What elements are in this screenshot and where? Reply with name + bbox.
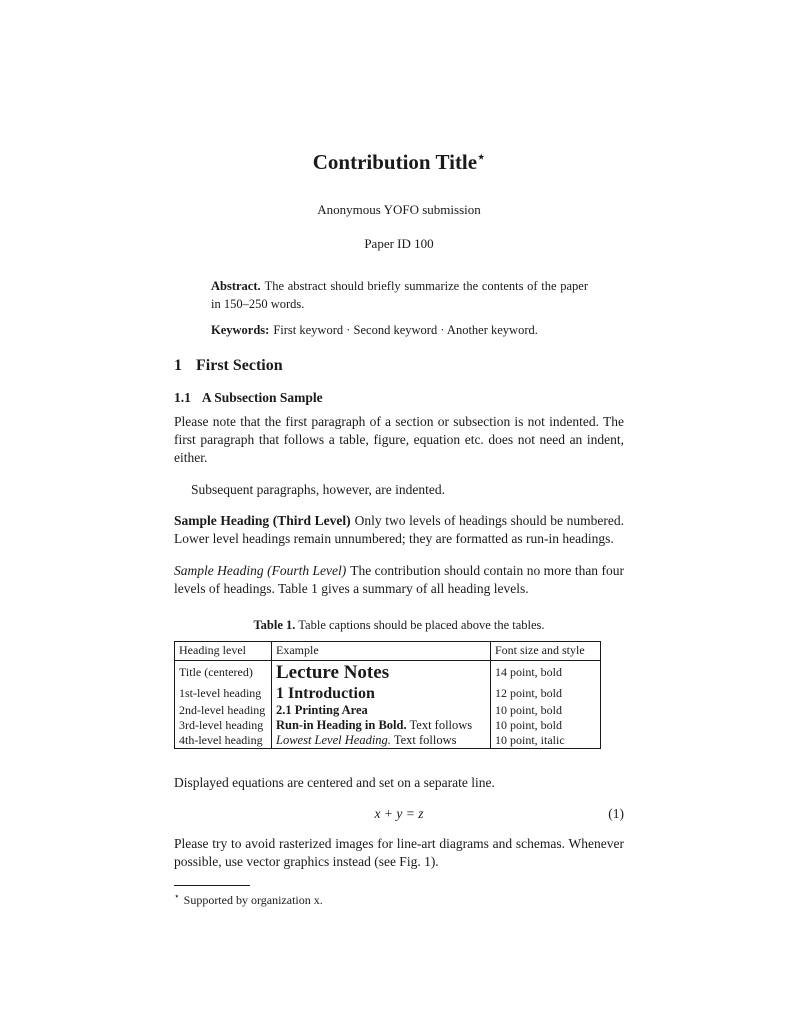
paragraph-indented: Subsequent paragraphs, however, are indented. — [191, 481, 445, 497]
cell-example — [272, 733, 491, 749]
table-caption-label: Table 1. — [253, 617, 296, 632]
display-equation — [174, 805, 624, 823]
table-row — [175, 684, 601, 703]
table-caption — [174, 616, 624, 634]
example-lecture-notes: Lecture Notes — [276, 661, 390, 683]
cell-font: 12 point, bold — [491, 684, 601, 703]
footnote-rule — [174, 885, 250, 886]
paragraph-not-indented: Please note that the first paragraph of a section or subsection is not indented. The first paragraph that follows a table, figure, equation etc. does not need an indent, either. — [174, 414, 624, 465]
keywords-line — [211, 321, 588, 339]
cell-level: 1st-level heading — [175, 684, 272, 703]
table-row — [175, 703, 601, 718]
table-row — [175, 733, 601, 749]
equation-number: (1) — [608, 806, 624, 821]
section-1-number: 1 — [174, 357, 182, 374]
equation-formula: x + y = z — [374, 806, 424, 821]
section-1-title: First Section — [196, 357, 283, 374]
closing-paragraph: Please try to avoid rasterized images for line-art diagrams and schemas. Whenever possible, use vector graphics instead (see Fig. 1). — [174, 836, 624, 869]
table-row — [175, 660, 601, 684]
cell-level: 2nd-level heading — [175, 703, 272, 718]
subsection-1-1-heading — [174, 389, 624, 407]
abstract-text: The abstract should briefly summarize the contents of the paper in 150–250 words. — [211, 279, 588, 311]
fourth-level-paragraph — [174, 562, 624, 598]
cell-level: 3rd-level heading — [175, 718, 272, 733]
cell-font: 10 point, bold — [491, 703, 601, 718]
author-line: Anonymous YOFO submission — [317, 202, 481, 217]
example-printing-area: 2.1 Printing Area — [276, 702, 368, 717]
cell-example — [272, 684, 491, 703]
cell-level: 4th-level heading — [175, 733, 272, 749]
cell-example — [272, 703, 491, 718]
paper-title — [174, 0, 624, 175]
subsection-1-1-title: A Subsection Sample — [201, 390, 323, 405]
equation-intro-paragraph: Displayed equations are centered and set on a separate line. — [174, 774, 495, 790]
abstract-label: Abstract. — [211, 279, 261, 293]
footnote — [174, 888, 624, 908]
fourth-level-text: The contribution should contain no more than four levels of headings. Table 1 gives a summary of all heading levels. — [174, 562, 624, 596]
text-column — [174, 0, 624, 908]
cell-example — [272, 660, 491, 684]
abstract-block — [211, 277, 588, 339]
example-lowest-level-heading: Lowest Level Heading. — [276, 732, 391, 747]
cell-font: 14 point, bold — [491, 660, 601, 684]
cell-example — [272, 718, 491, 733]
footnote-text: Supported by organization x. — [183, 892, 323, 907]
third-level-paragraph — [174, 512, 624, 548]
table-header-heading-level: Heading level — [175, 641, 272, 660]
example-introduction: 1 Introduction — [276, 684, 375, 702]
table-header-font-size: Font size and style — [491, 641, 601, 660]
table-row — [175, 718, 601, 733]
section-1-heading — [174, 356, 624, 376]
example-text-follows: Text follows — [390, 732, 457, 747]
paper-id: Paper ID 100 — [364, 236, 434, 251]
third-level-text: Only two levels of headings should be numbered. Lower level headings remain unnumbered; they are formatted as run-in headings. — [174, 513, 624, 546]
table-header-example: Example — [272, 641, 491, 660]
keywords-label: Keywords: — [211, 323, 270, 337]
footnote-marker: ⋆ — [174, 890, 180, 901]
subsection-1-1-number: 1.1 — [174, 390, 191, 405]
keywords-text: First keyword · Second keyword · Another keyword. — [273, 323, 538, 337]
cell-font: 10 point, bold — [491, 718, 601, 733]
fourth-level-heading: Sample Heading (Fourth Level) — [174, 562, 347, 578]
cell-font: 10 point, italic — [491, 733, 601, 749]
table-header-row — [175, 641, 601, 660]
example-run-in-heading: Run-in Heading in Bold. — [276, 717, 407, 732]
table-caption-text: Table captions should be placed above the tables. — [298, 617, 545, 632]
cell-level: Title (centered) — [175, 660, 272, 684]
abstract-paragraph — [211, 277, 588, 313]
example-text-follows: Text follows — [406, 717, 473, 732]
paper-title-text: Contribution Title — [312, 150, 478, 174]
third-level-heading: Sample Heading (Third Level) — [174, 513, 351, 528]
heading-levels-table — [174, 641, 601, 749]
title-footnote-marker: ⋆ — [477, 149, 486, 164]
